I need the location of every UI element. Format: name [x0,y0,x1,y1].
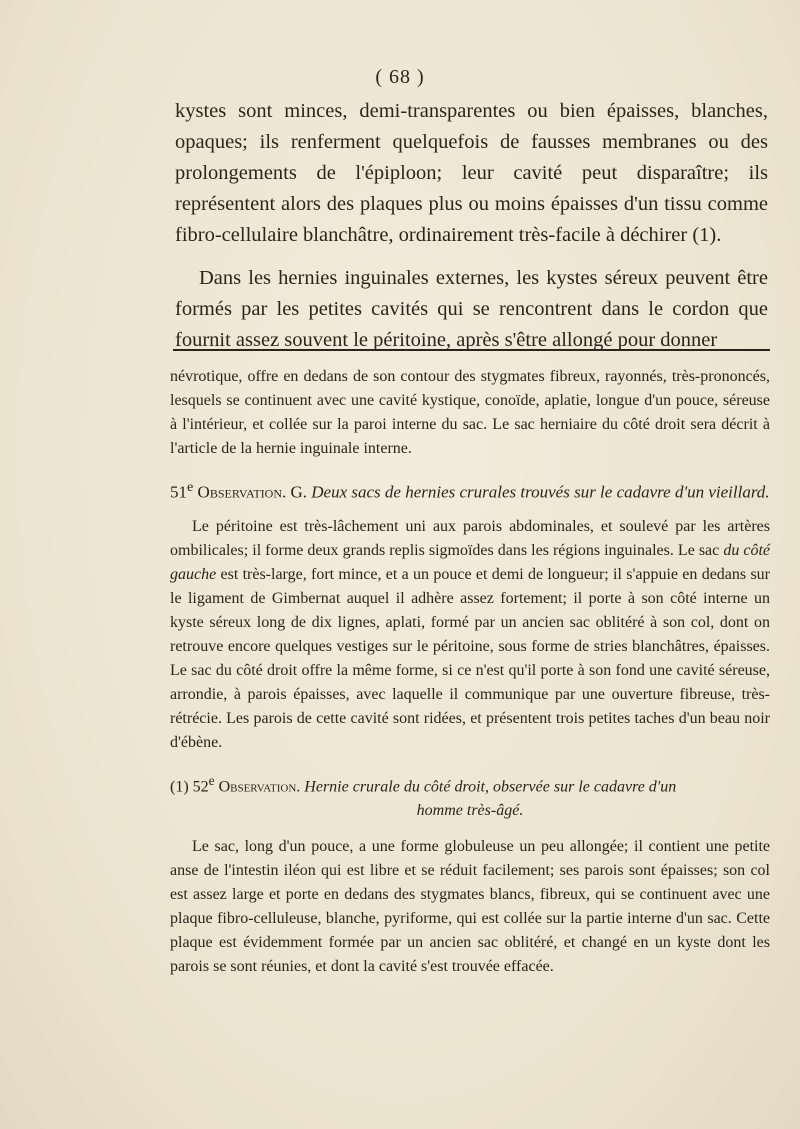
footnote-divider [173,349,770,351]
observation-52-title-line-1: Hernie crurale du côté droit, observée sur le cadavre d'un [304,777,677,795]
page-number: ( 68 ) [375,66,425,88]
observation-51-text-italic: du côté gauche [170,541,771,583]
footnote-continuation: névrotique, offre en dedans de son contour des stygmates fibreux, rayonnés, très-prononcés, lesquels se continuent avec une cavité kystique, conoïde, aplatie, longue d'un pouce, séreuse à l'intérieur, et collée sur la paroi interne du sac. Le sac herniaire du côté droit sera décrit à l'article de la hernie inguinale interne. [170,368,770,457]
main-paragraph-1: kystes sont minces, demi-transparentes ou bien épaisses, blanches, opaques; ils renferment quelquefois de fausses membranes ou des prolongements de l'épiploon; leur cavité peut disparaître; ils représentent alors des plaques plus ou moins épaisses d'un tissu comme fibro-cellulaire blanchâtre, ordinairement très-facile à déchirer (1). [175,100,768,246]
main-text [175,96,768,356]
observation-52-label: Observation. [218,777,301,795]
observation-51-text-b: est très-large, fort mince, et a un pouce et demi de longueur; il s'appuie en dedans sur le ligament de Gimbernat auquel il adhère assez fortement; il porte à son côté interne un kyste séreux long de dix lignes, aplati, formé par un ancien sac oblitéré à son col, dont on retrouve encore quelques vestiges sur le péritoine, sous forme de stries blanchâtres, épaisses. Le sac du côté droit offre la même forme, si ce n'est qu'il porte à son fond une cavité séreuse, arrondie, à parois épaisses, avec laquelle il communique par une ouverture fibreuse, très-rétrécie. Les parois de cette cavité sont ridées, et présentent trois petites taches d'un beau noir d'ébène. [170,565,770,751]
observation-52-body: Le sac, long d'un pouce, a une forme globuleuse un peu allongée; il contient une petite anse de l'intestin iléon qui est libre et se réduit facilement; ses parois sont épaisses; son col est assez large et porte en dedans des stygmates blancs, fibreux, qui se continuent avec une plaque fibro-celluleuse, blanche, pyriforme, qui est collée sur la partie interne d'un sac. Cette plaque est évidemment formée par un ancien sac oblitéré, et changé en un kyste dont les parois se sont réunies, et dont la cavité s'est trouvée effacée. [170,837,770,975]
observation-51-ordinal: e [187,479,194,495]
observation-51-body [170,515,770,755]
main-paragraph-2: Dans les hernies inguinales externes, les kystes séreux peuvent être formés par les petites cavités qui se rencontrent dans le cordon que fournit assez souvent le péritoine, après s'être allongé pour donner [175,267,768,351]
observation-51-label: Observation. G. [197,482,308,502]
observation-51-heading [170,475,770,505]
observation-51-number: 51 [170,482,187,502]
observation-51-text-a: Le péritoine est très-lâchement uni aux parois abdominales, et soulevé par les artères ombilicales; il forme deux grands replis sigmoïdes dans les régions inguinales. Le sac [170,517,770,559]
observation-52-ordinal: e [208,772,215,788]
observation-52-heading [170,769,770,799]
observation-52-title-line-2-row [170,799,770,823]
observation-51-title: Deux sacs de hernies crurales trouvés sur le cadavre d'un vieillard. [311,482,770,502]
observation-52-prefix: (1) 52 [170,777,209,795]
footnotes [170,365,770,979]
observation-52-title-line-2: homme très-âgé. [416,801,524,819]
